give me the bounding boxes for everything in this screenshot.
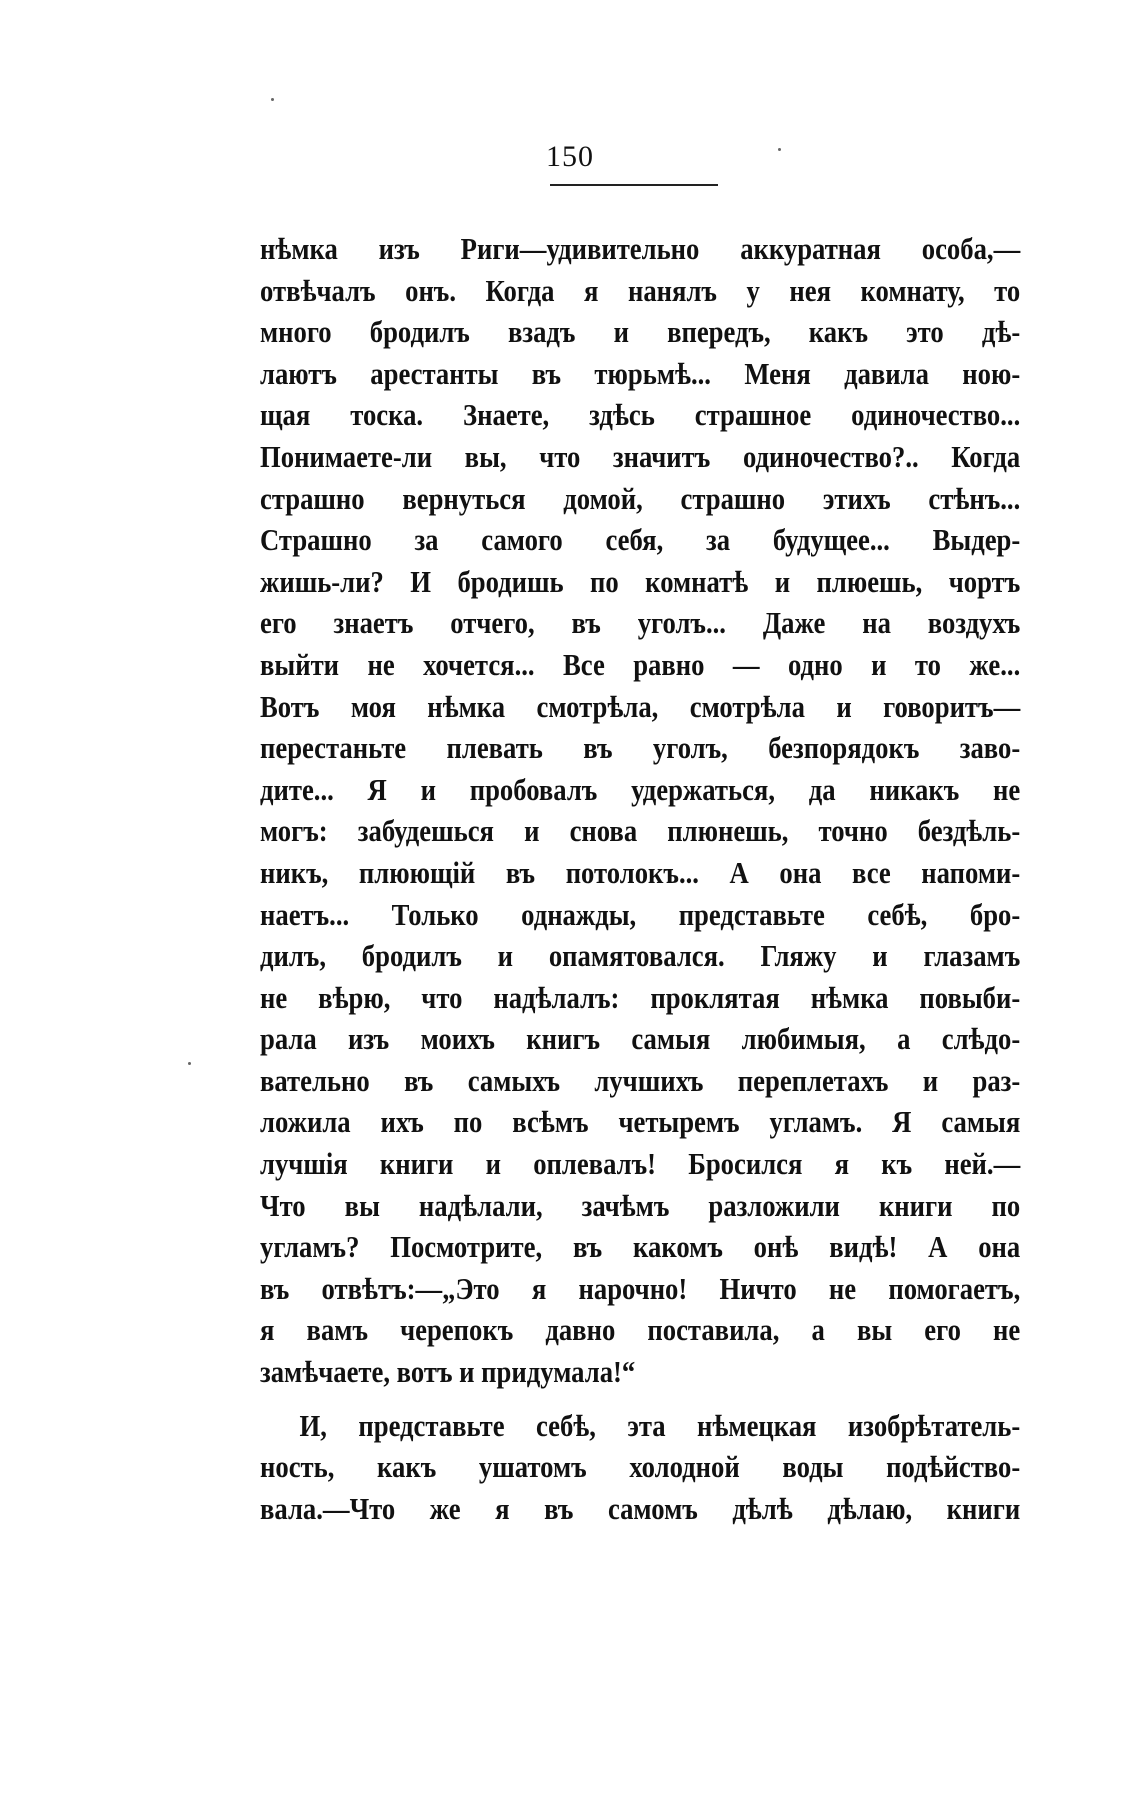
text-line: вала.—Что же я въ самомъ дѣлѣ дѣлаю, книги — [260, 1490, 1021, 1526]
text-line: вательно въ самыхъ лучшихъ переплетахъ и раз- — [260, 1062, 1021, 1098]
paper-speck — [778, 148, 781, 151]
text-line: не вѣрю, что надѣлалъ: проклятая нѣмка повыби- — [260, 979, 1021, 1015]
text-line: отвѣчалъ онъ. Когда я нанялъ у нея комнату, то — [260, 272, 1021, 308]
paper-speck — [271, 98, 274, 101]
text-line: Вотъ моя нѣмка смотрѣла, смотрѣла и говоритъ— — [260, 688, 1021, 724]
text-line: страшно вернуться домой, страшно этихъ стѣнъ... — [260, 480, 1021, 516]
text-line: въ отвѣтъ:—„Это я нарочно! Ничто не помогаетъ, — [260, 1270, 1021, 1306]
text-line: никъ, плюющій въ потолокъ... А она все напоми- — [260, 854, 1021, 890]
text-line: угламъ? Посмотрите, въ какомъ онѣ видѣ! А она — [260, 1229, 1021, 1265]
text-line: много бродилъ взадъ и впередъ, какъ это дѣ- — [260, 314, 1021, 350]
text-line: Понимаете-ли вы, что значитъ одиночество?.. Когда — [260, 438, 1021, 474]
text-line: могъ: забудешься и снова плюнешь, точно бездѣль- — [260, 813, 1021, 849]
text-line: ложила ихъ по всѣмъ четыремъ угламъ. Я самыя — [260, 1104, 1021, 1140]
page-number: 150 — [546, 140, 594, 173]
text-line: наетъ... Только однажды, представьте себѣ, бро- — [260, 896, 1021, 932]
text-line: дилъ, бродилъ и опамятовался. Гляжу и глазамъ — [260, 938, 1021, 974]
paragraph-2 — [260, 1405, 1020, 1530]
text-line: ность, какъ ушатомъ холодной воды подѣйство- — [260, 1449, 1021, 1485]
body-text — [260, 228, 1020, 1529]
text-line: я вамъ черепокъ давно поставила, а вы его не — [260, 1312, 1021, 1348]
text-line: дите... Я и пробовалъ удержаться, да никакъ не — [260, 771, 1021, 807]
text-line: И, представьте себѣ, эта нѣмецкая изобрѣтатель- — [299, 1407, 1021, 1443]
text-line: нѣмка изъ Риги—удивительно аккуратная особа,— — [260, 231, 1021, 266]
text-line: щая тоска. Знаете, здѣсь страшное одиночество... — [260, 397, 1021, 433]
text-line: лаютъ арестанты въ тюрьмѣ... Меня давила ною- — [260, 355, 1021, 391]
text-line: перестаньте плевать въ уголъ, безпорядокъ заво- — [260, 730, 1021, 766]
text-line: Что вы надѣлали, зачѣмъ разложили книги по — [260, 1187, 1021, 1223]
text-line: лучшія книги и оплевалъ! Бросился я къ ней.— — [260, 1146, 1021, 1182]
paragraph-1 — [260, 228, 1020, 1393]
text-line: жишь-ли? И бродишь по комнатѣ и плюешь, чортъ — [260, 563, 1021, 599]
page-number-rule — [550, 184, 718, 186]
paragraph-gap — [260, 1393, 1020, 1405]
paper-speck — [188, 1062, 191, 1065]
text-line: Страшно за самого себя, за будущее... Выдер- — [260, 522, 1021, 558]
text-line: рала изъ моихъ книгъ самыя любимыя, а слѣдо- — [260, 1021, 1021, 1057]
text-line: выйти не хочется... Все равно — одно и то же... — [260, 646, 1021, 682]
text-line: замѣчаете, вотъ и придумала!“ — [260, 1354, 636, 1390]
text-line: его знаетъ отчего, въ уголъ... Даже на воздухъ — [260, 605, 1021, 641]
